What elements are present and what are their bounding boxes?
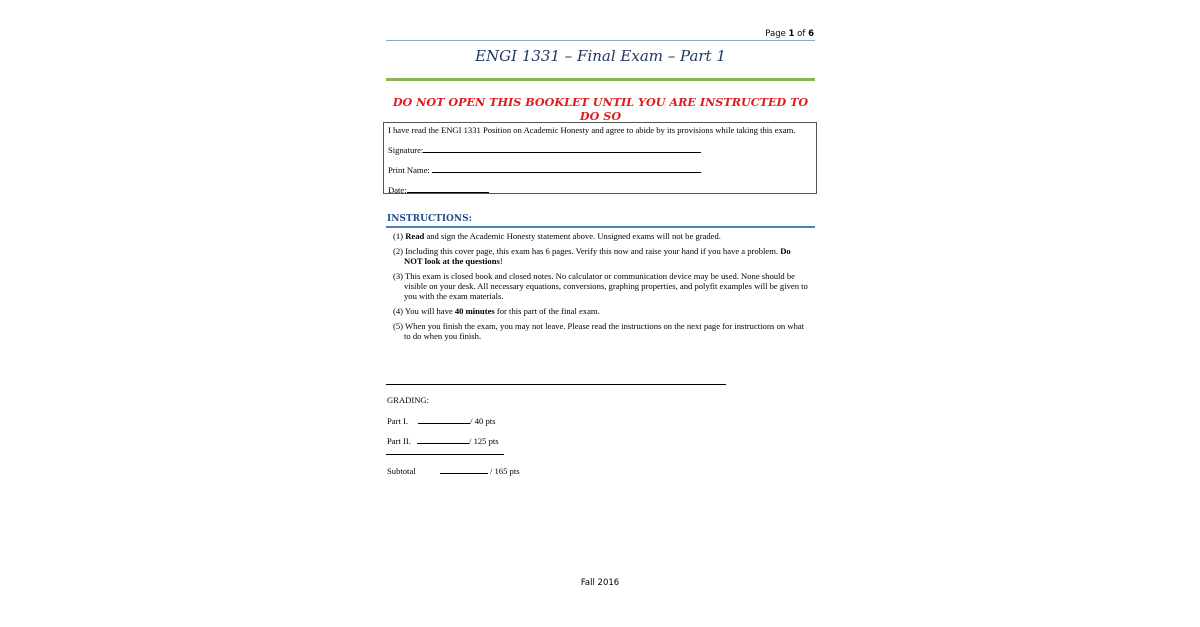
honesty-box [383,122,817,194]
subtotal-total: / 165 pts [489,466,520,476]
honesty-statement: I have read the ENGI 1331 Position on Academic Honesty and agree to abide by its provisions while taking this exam. [388,125,796,135]
date-label: Date: [388,185,407,195]
part2-total: / 125 pts [469,436,499,446]
exam-title: ENGI 1331 – Final Exam – Part 1 [475,47,726,65]
part2-label: Part II. [387,436,411,446]
print-name-row [388,164,701,175]
grading-heading: GRADING: [387,395,430,405]
signature-row [388,144,701,155]
page-total: 6 [808,29,814,39]
subtotal-rule [386,454,504,455]
grade-row-part1 [387,415,495,426]
date-field[interactable] [407,184,489,193]
instruction-item-1: (1) Read and sign the Academic Honesty statement above. Unsigned exams will not be graded. [393,231,721,241]
print-name-label: Print Name: [388,165,430,175]
print-name-field[interactable] [432,164,701,173]
instructions-heading: INSTRUCTIONS: [387,214,472,224]
page-current: 1 [788,29,795,39]
header-rule [386,40,815,41]
page-number [700,29,814,39]
instruction-item-4: (4) You will have 40 minutes for this part of the final exam. [393,306,600,316]
page-label: Page [765,29,786,39]
instruction-item-2: (2) Including this cover page, this exam has 6 pages. Verify this now and raise your hand if you have a problem. Do NOT look at the questions! [393,246,791,266]
grade-row-part2 [387,435,499,446]
grading-rule [386,384,726,385]
date-row [388,184,489,195]
signature-field[interactable] [423,144,701,153]
instruction-item-5: (5) When you finish the exam, you may not leave. Please read the instructions on the next page for instructions on what to do when you finish. [393,321,805,341]
part2-score-field[interactable] [417,435,469,444]
part1-score-field[interactable] [418,415,470,424]
subtotal-score-field[interactable] [440,465,488,474]
instruction-item-3: (3) This exam is closed book and closed notes. No calculator or communication device may be used. None should be visible on your desk. All necessary equations, conversions, graphing properties, and polyfit examples will be given to you with the exam materials. [393,271,808,301]
part1-total: / 40 pts [470,416,496,426]
instructions-rule [386,226,815,228]
grade-row-subtotal [387,465,520,476]
signature-label: Signature: [388,145,424,155]
title-rule [386,78,815,81]
footer-term: Fall 2016 [580,578,620,588]
part1-label: Part I. [387,416,409,426]
warning-text: DO NOT OPEN THIS BOOKLET UNTIL YOU ARE INSTRUCTED TO DO SO [392,95,809,123]
subtotal-label: Subtotal [387,466,416,476]
page-of: of [797,29,806,39]
